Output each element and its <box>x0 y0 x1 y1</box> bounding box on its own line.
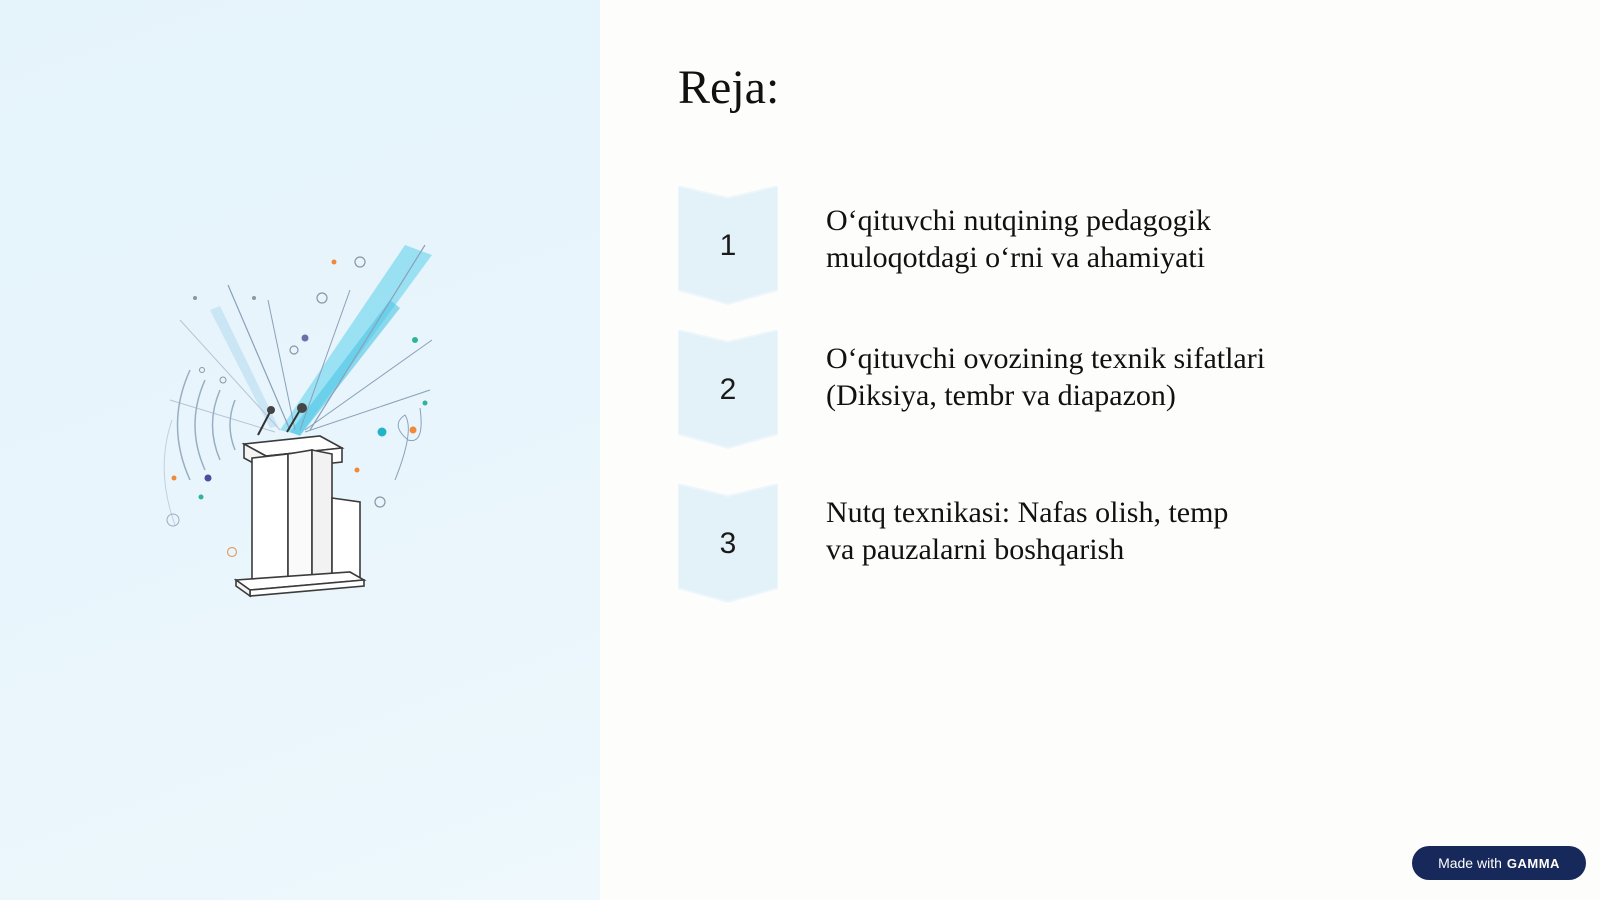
page-title: Reja: <box>678 61 780 114</box>
content-panel <box>600 0 1600 900</box>
gamma-logo: GAMMA <box>1506 855 1560 871</box>
step-text <box>826 340 1386 414</box>
step-text <box>826 494 1386 568</box>
step-text-line: (Diksiya, tembr va diapazon) <box>826 379 1176 412</box>
step-text-line: va pauzalarni boshqarish <box>826 533 1125 566</box>
step-number: 3 <box>719 527 737 560</box>
badge-prefix: Made with <box>1438 855 1502 871</box>
step-number: 1 <box>719 229 737 262</box>
step-badge <box>678 484 778 604</box>
step-badge <box>678 330 778 450</box>
list-item <box>678 186 1478 306</box>
made-with-gamma-badge[interactable] <box>1412 846 1586 880</box>
step-text <box>826 202 1386 276</box>
step-text-line: O‘qituvchi ovozining texnik sifatlari <box>826 342 1266 375</box>
step-number: 2 <box>719 373 737 406</box>
step-text-line: O‘qituvchi nutqining pedagogik <box>826 204 1211 237</box>
illustration-panel <box>0 0 600 900</box>
step-badge <box>678 186 778 306</box>
step-text-line: muloqotdagi o‘rni va ahamiyati <box>826 241 1206 274</box>
podium-with-microphones-icon <box>150 240 450 610</box>
list-item <box>678 330 1478 450</box>
step-text-line: Nutq texnikasi: Nafas olish, temp <box>826 496 1229 529</box>
list-item <box>678 484 1478 604</box>
